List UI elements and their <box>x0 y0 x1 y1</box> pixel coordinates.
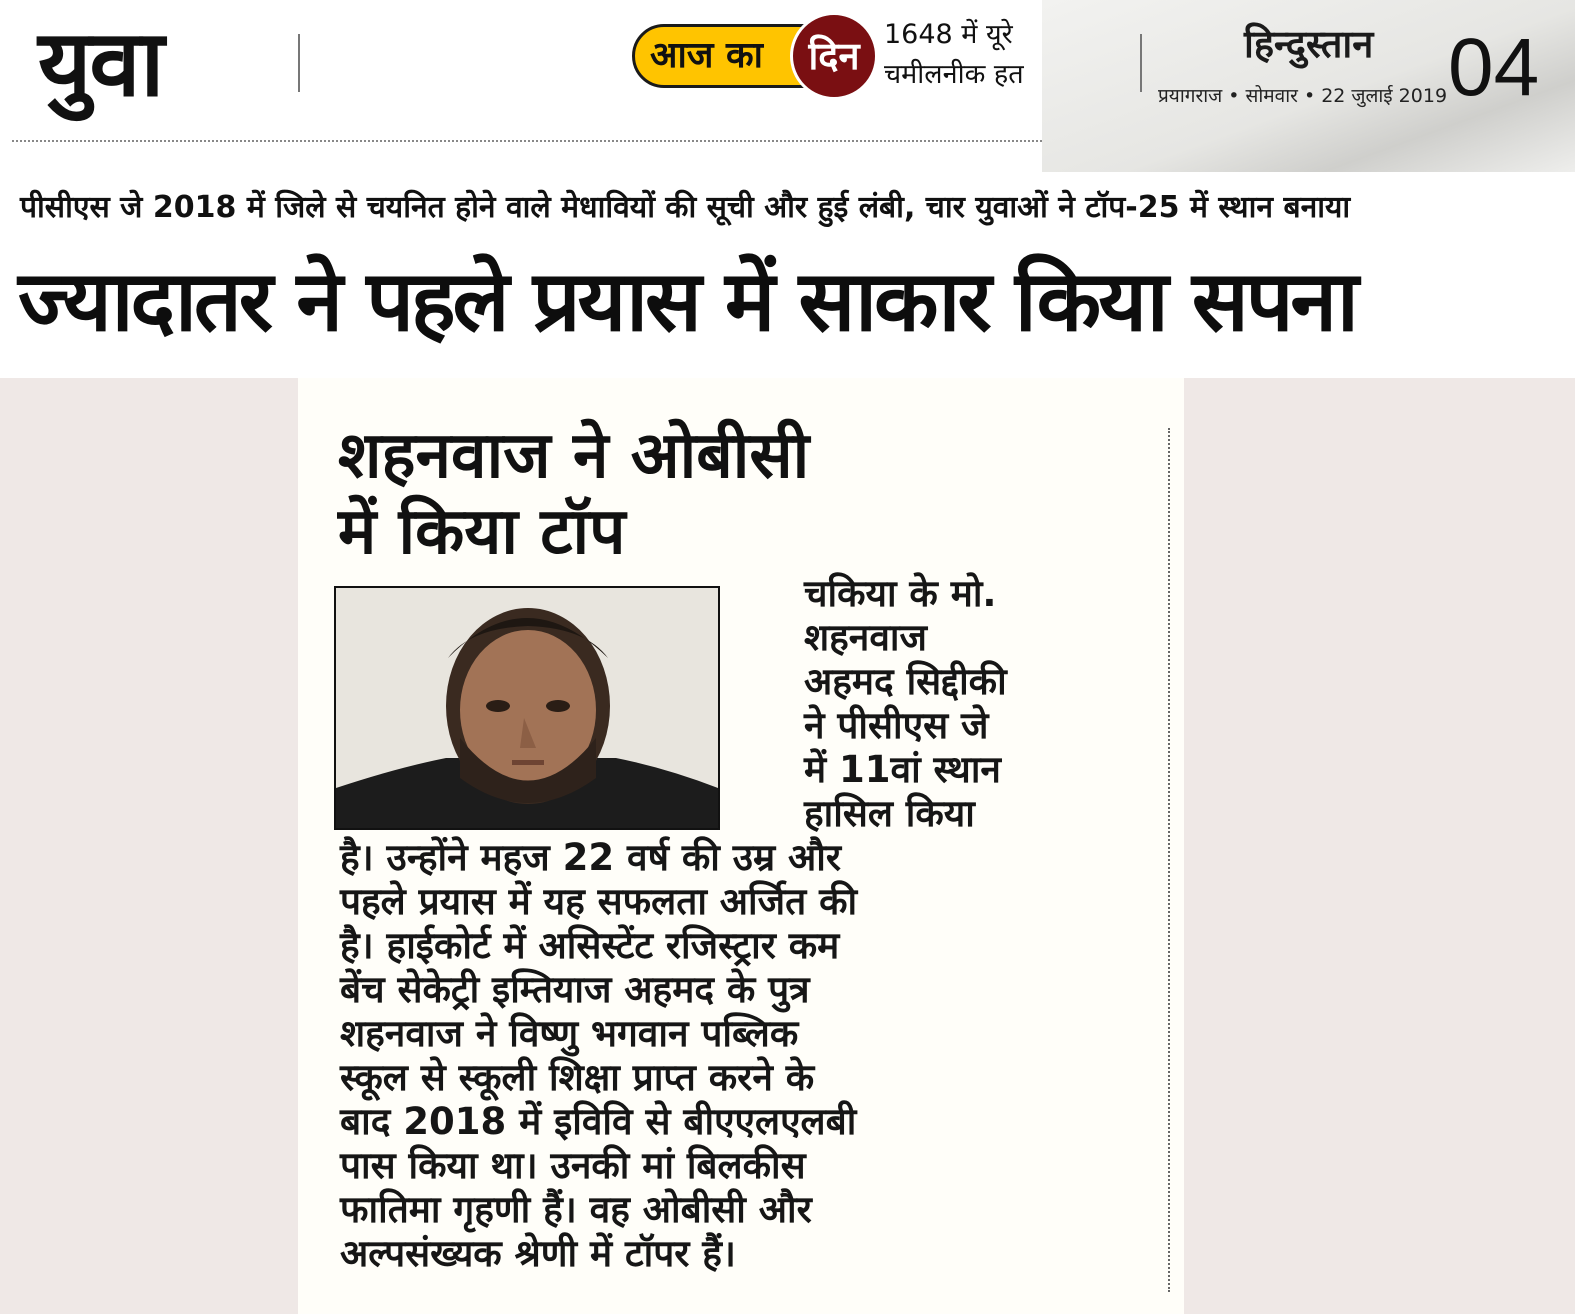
dateline: प्रयागराज • सोमवार • 22 जुलाई 2019 <box>1158 85 1448 107</box>
article-body-line: शहनवाज <box>804 616 927 659</box>
din-label: दिन <box>808 34 860 78</box>
article-body-line: है। हाईकोर्ट में असिस्टेंट रजिस्ट्रार कम <box>340 924 840 967</box>
portrait-photo <box>334 586 720 830</box>
article-body-line: शहनवाज ने विष्णु भगवान पब्लिक <box>340 1012 799 1055</box>
article-body-line: अहमद सिद्दीकी <box>804 660 1007 703</box>
article-body-line: ने पीसीएस जे <box>804 704 989 747</box>
article-body-line: स्कूल से स्कूली शिक्षा प्राप्त करने के <box>340 1056 815 1099</box>
portrait-image <box>336 588 718 828</box>
article-body-line: बाद 2018 में इविवि से बीएएलएलबी <box>340 1100 857 1143</box>
article-title <box>338 418 1098 570</box>
aaj-ka-din-text-line: 1648 में यूरे <box>884 19 1013 50</box>
newspaper-name: हिन्दुस्तान <box>1244 21 1374 66</box>
article-body-line: बेंच सेकेट्री इम्तियाज अहमद के पुत्र <box>340 968 810 1011</box>
headline: ज्यादातर ने पहले प्रयास में साकार किया सपना <box>18 252 1356 350</box>
article-body-line: चकिया के मो. <box>804 572 997 615</box>
kicker: पीसीएस जे 2018 में जिले से चयनित होने वाले मेधावियों की सूची और हुई लंबी, चार युवाओं ने टॉप-25 में स्थान बनाया <box>20 190 1351 225</box>
article-body-line: हासिल किया <box>804 792 975 835</box>
article-title-line: शहनवाज ने ओबीसी <box>338 419 810 493</box>
aaj-ka-label: आज का <box>650 35 764 76</box>
article-body-line: में 11वां स्थान <box>804 748 1001 791</box>
article-body-line: पास किया था। उनकी मां बिलकीस <box>340 1144 806 1187</box>
section-title: युवा <box>38 10 163 117</box>
page-number: 04 <box>1448 22 1540 113</box>
aaj-ka-din-text-line: चमीलनीक हत <box>884 59 1024 90</box>
article-body-line: फातिमा गृहणी हैं। वह ओबीसी और <box>340 1188 812 1231</box>
column-rule <box>1168 428 1170 1292</box>
article-body-line: है। उन्होंने महज 22 वर्ष की उम्र और <box>340 836 842 879</box>
masthead-divider <box>298 34 300 92</box>
article-title-line: में किया टॉप <box>338 495 626 569</box>
header-rule <box>12 140 1042 142</box>
article-body-line: पहले प्रयास में यह सफलता अर्जित की <box>340 880 858 923</box>
article-body-line: अल्पसंख्यक श्रेणी में टॉपर हैं। <box>340 1232 736 1275</box>
masthead-divider <box>1140 34 1142 92</box>
